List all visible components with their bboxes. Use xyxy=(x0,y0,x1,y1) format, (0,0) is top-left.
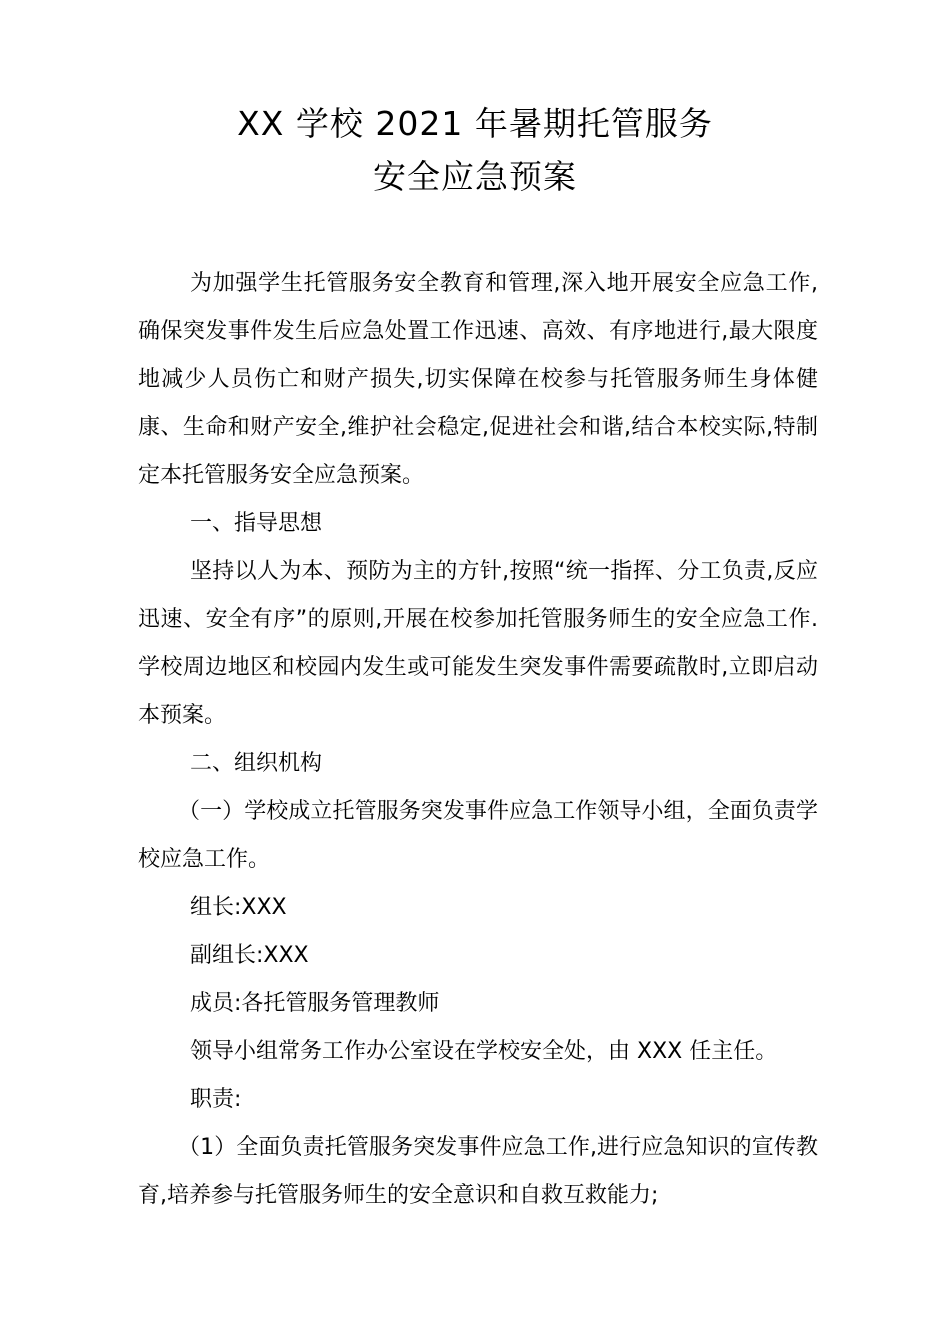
document-title-line-1: XX 学校 2021 年暑期托管服务 xyxy=(237,104,713,143)
section-heading-guiding-ideology: 一、指导思想 xyxy=(190,511,323,536)
members-line: 成员:各托管服务管理教师 xyxy=(190,991,440,1016)
guiding-ideology-paragraph: 坚持以人为本、预防为主的方针,按照“统一指挥、分工负责,反应迅速、安全有序”的原则,开展在校参加托管服务师生的安全应急工作.学校周边地区和校园内发生或可能发生突发事件需要疏散时,立即启动本预案。 xyxy=(138,559,818,728)
organization-item-1: （一）学校成立托管服务突发事件应急工作领导小组，全面负责学校应急工作。 xyxy=(138,799,818,872)
duties-heading: 职责: xyxy=(190,1087,242,1112)
deputy-leader-line: 副组长:XXX xyxy=(190,943,309,968)
group-leader-line: 组长:XXX xyxy=(190,895,287,920)
document-title-line-2: 安全应急预案 xyxy=(373,157,577,196)
duty-item-1: （1）全面负责托管服务突发事件应急工作,进行应急知识的宣传教育,培养参与托管服务师生的安全意识和自救互救能力; xyxy=(138,1135,818,1208)
intro-paragraph: 为加强学生托管服务安全教育和管理,深入地开展安全应急工作,确保突发事件发生后应急处置工作迅速、高效、有序地进行,最大限度地减少人员伤亡和财产损失,切实保障在校参与托管服务师生身体健康、生命和财产安全,维护社会稳定,促进社会和谐,结合本校实际,特制定本托管服务安全应急预案。 xyxy=(138,271,818,488)
office-line: 领导小组常务工作办公室设在学校安全处，由 XXX 任主任。 xyxy=(190,1039,778,1064)
section-heading-organization: 二、组织机构 xyxy=(190,751,323,776)
document-body xyxy=(138,260,818,1220)
